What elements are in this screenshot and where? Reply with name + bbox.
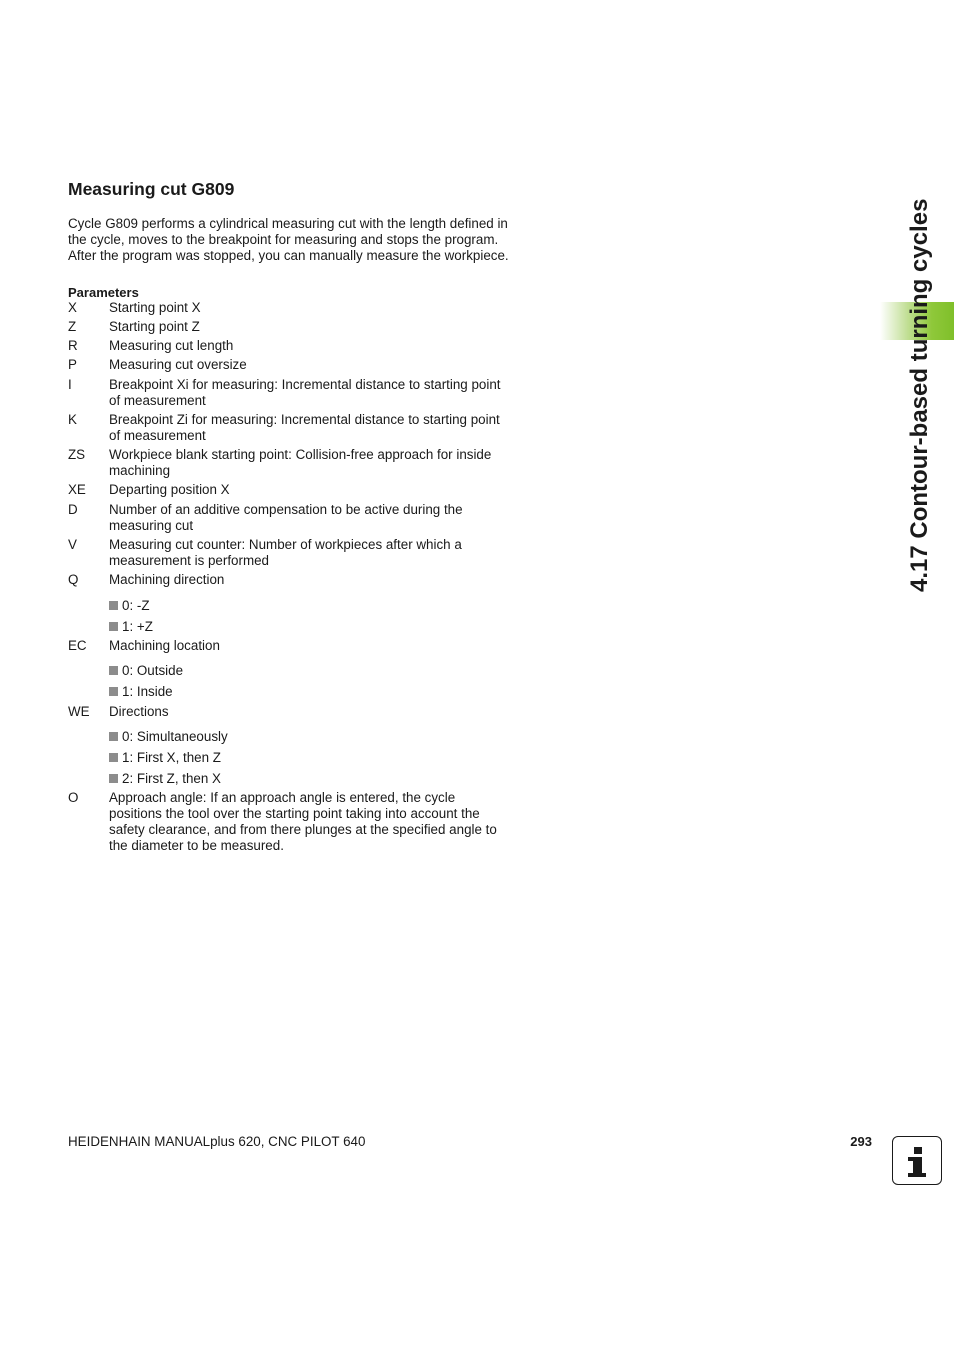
option-item bbox=[109, 771, 221, 787]
param-code: D bbox=[68, 502, 78, 517]
param-desc: Measuring cut length bbox=[109, 338, 234, 353]
option-item bbox=[109, 663, 183, 679]
option-label: 1: +Z bbox=[122, 619, 153, 634]
bullet-square-icon bbox=[109, 732, 118, 741]
param-code: R bbox=[68, 338, 78, 353]
param-code: I bbox=[68, 377, 72, 392]
option-item bbox=[109, 729, 228, 745]
page-number: 293 bbox=[850, 1134, 872, 1149]
param-desc: Starting point Z bbox=[109, 319, 200, 334]
option-label: 1: Inside bbox=[122, 684, 173, 699]
option-label: 1: First X, then Z bbox=[122, 750, 221, 765]
section-heading: Measuring cut G809 bbox=[68, 179, 235, 199]
option-label: 0: -Z bbox=[122, 598, 150, 613]
param-desc: Directions bbox=[109, 704, 169, 719]
param-code: K bbox=[68, 412, 77, 427]
param-code: ZS bbox=[68, 447, 86, 462]
param-desc: Approach angle: If an approach angle is entered, the cycle positions the tool over the starting point taking into account the safety clearance, and from there plunges at the specified angle to the diameter to be measured. bbox=[109, 790, 497, 853]
param-code: Q bbox=[68, 572, 79, 587]
param-code: O bbox=[68, 790, 79, 805]
param-desc: Machining location bbox=[109, 638, 220, 653]
param-code: X bbox=[68, 300, 77, 315]
param-desc: Number of an additive compensation to be active during the measuring cut bbox=[109, 502, 463, 533]
param-desc: Starting point X bbox=[109, 300, 201, 315]
option-label: 2: First Z, then X bbox=[122, 771, 221, 786]
param-code: Z bbox=[68, 319, 77, 334]
option-item bbox=[109, 598, 150, 614]
info-icon bbox=[892, 1136, 942, 1185]
param-desc: Machining direction bbox=[109, 572, 225, 587]
param-desc: Workpiece blank starting point: Collision-free approach for inside machining bbox=[109, 447, 492, 478]
option-label: 0: Outside bbox=[122, 663, 184, 678]
section-intro: Cycle G809 performs a cylindrical measuring cut with the length defined in the cycle, moves to the breakpoint for measuring and stops the program. After the program was stopped, you can manually measure the workpiece. bbox=[68, 216, 509, 263]
param-code: V bbox=[68, 537, 77, 552]
param-desc: Breakpoint Zi for measuring: Incremental distance to starting point of measurement bbox=[109, 412, 500, 443]
footer-product: HEIDENHAIN MANUALplus 620, CNC PILOT 640 bbox=[68, 1134, 366, 1149]
bullet-square-icon bbox=[109, 753, 118, 762]
option-item bbox=[109, 750, 221, 766]
bullet-square-icon bbox=[109, 774, 118, 783]
param-code: XE bbox=[68, 482, 86, 497]
param-desc: Measuring cut counter: Number of workpieces after which a measurement is performed bbox=[109, 537, 462, 568]
param-desc: Breakpoint Xi for measuring: Incremental distance to starting point of measurement bbox=[109, 377, 501, 408]
param-desc: Departing position X bbox=[109, 482, 230, 497]
option-item bbox=[109, 684, 173, 700]
bullet-square-icon bbox=[109, 687, 118, 696]
option-label: 0: Simultaneously bbox=[122, 729, 228, 744]
param-code: EC bbox=[68, 638, 87, 653]
bullet-square-icon bbox=[109, 666, 118, 675]
param-code: P bbox=[68, 357, 77, 372]
parameters-label: Parameters bbox=[68, 285, 139, 300]
option-item bbox=[109, 619, 153, 635]
bullet-square-icon bbox=[109, 601, 118, 610]
chapter-title: 4.17 Contour-based turning cycles bbox=[906, 198, 933, 592]
param-code: WE bbox=[68, 704, 90, 719]
bullet-square-icon bbox=[109, 622, 118, 631]
param-desc: Measuring cut oversize bbox=[109, 357, 247, 372]
